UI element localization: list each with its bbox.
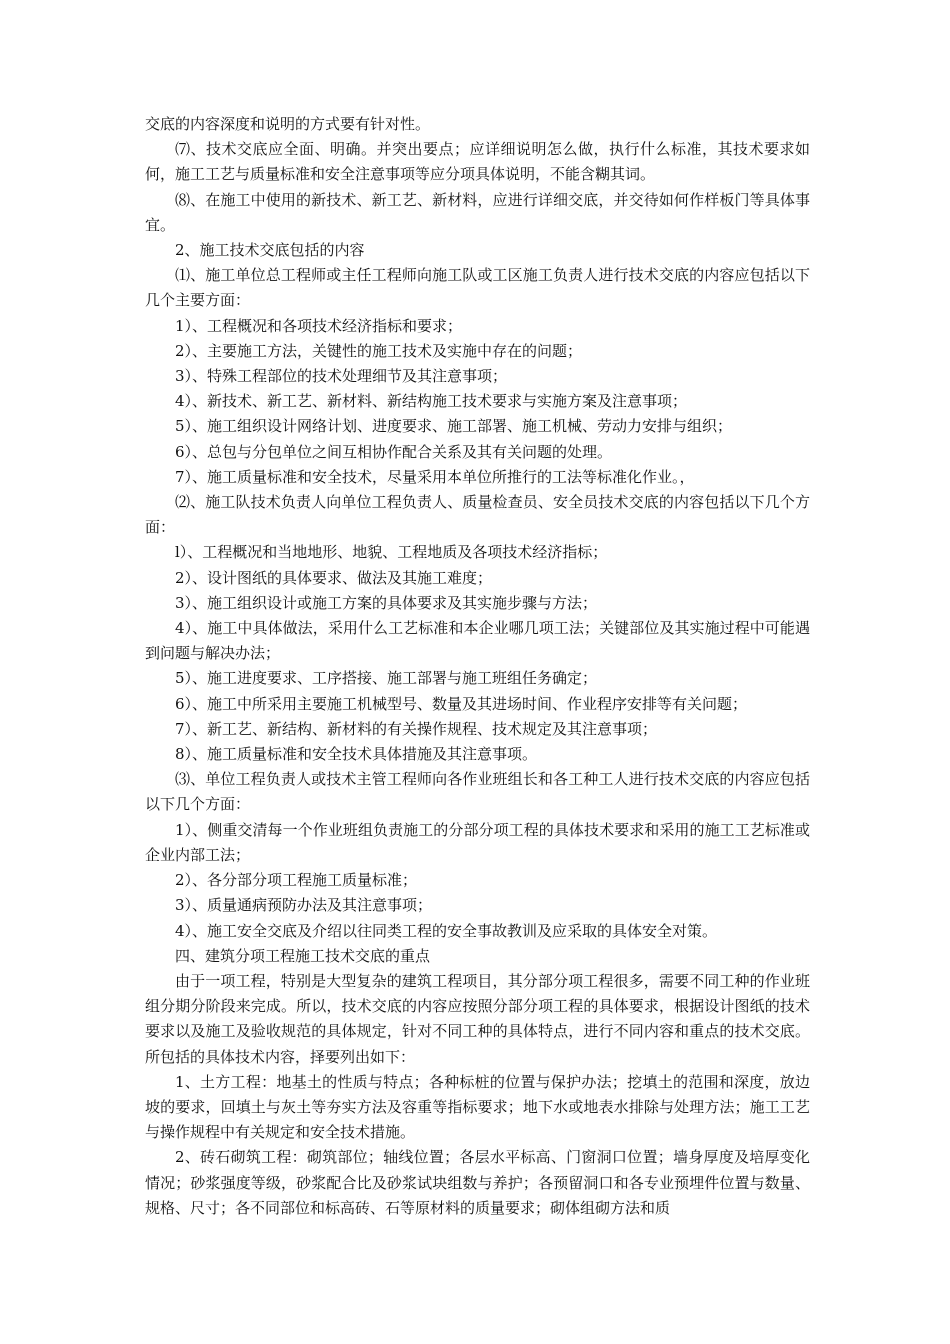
list-item: 3）、施工组织设计或施工方案的具体要求及其实施步骤与方法； (175, 593, 598, 612)
list-item: 3）、特殊工程部位的技术处理细节及其注意事项； (175, 367, 508, 386)
paragraph-5: ⑴、施工单位总工程师或主任工程师向施工队或工区施工负责人进行技术交底的内容应包括以下几个主要方面： (145, 266, 810, 310)
list-item: 4）、施工安全交底及介绍以往同类工程的安全事故教训及应采取的具体安全对策。 (175, 921, 718, 940)
list-item: 6）、总包与分包单位之间互相协作配合关系及其有关问题的处理。 (175, 442, 613, 461)
list-item: 4）、施工中具体做法，采用什么工艺标准和本企业哪几项工法；关键部位及其实施过程中可能遇到问题与解决办法； (145, 619, 810, 663)
list-item: 2）、各分部分项工程施工质量标准； (175, 871, 418, 890)
list-item: 2）、设计图纸的具体要求、做法及其施工难度； (175, 568, 493, 587)
paragraph-1: 交底的内容深度和说明的方式要有针对性。 (145, 115, 431, 133)
list-item: 7）、施工质量标准和安全技术，尽量采用本单位所推行的工法等标准化作业。， (175, 467, 695, 486)
list-item: 2）、主要施工方法，关键性的施工技术及实施中存在的问题； (175, 341, 583, 360)
paragraph-3: ⑻、在施工中使用的新技术、新工艺、新材料，应进行详细交底，并交待如何作样板门等具体事宜。 (145, 190, 810, 234)
list-item: 3）、质量通病预防办法及其注意事项； (175, 896, 433, 915)
list-item: 8）、施工质量标准和安全技术具体措施及其注意事项。 (175, 745, 538, 764)
section-heading-2: 2、施工技术交底包括的内容 (175, 241, 365, 260)
list-item: 1）、侧重交清每一个作业班组负责施工的分部分项工程的具体技术要求和采用的施工工艺标准或企业内部工法； (145, 820, 810, 864)
paragraph-masonry: 2、砖石砌筑工程：砌筑部位；轴线位置；各层水平标高、门窗洞口位置；墙身厚度及培厚变化情况；砂浆强度等级，砂浆配合比及砂浆试块组数与养护；各预留洞口和各专业预埋件位置与数量、规格、尺寸；各不同部位和标高砖、石等原材料的质量要求；砌体组砌方法和质 (145, 1148, 810, 1217)
list-item: 1）、工程概况和各项技术经济指标和要求； (175, 316, 463, 335)
list-item: 7）、新工艺、新结构、新材料的有关操作规程、技术规定及其注意事项； (175, 719, 658, 738)
list-item: 6）、施工中所采用主要施工机械型号、数量及其进场时间、作业程序安排等有关问题； (175, 694, 748, 713)
paragraph-28: 由于一项工程，特别是大型复杂的建筑工程项目，其分部分项工程很多，需要不同工种的作业班组分期分阶段来完成。所以，技术交底的内容应按照分部分项工程的具体要求，根据设计图纸的技术要求以及施工及验收规范的具体规定，针对不同工种的具体特点，进行不同内容和重点的技术交底。所包括的具体技术内容，择要列出如下： (145, 971, 810, 1066)
list-item: 5）、施工组织设计网络计划、进度要求、施工部署、施工机械、劳动力安排与组织； (175, 417, 733, 436)
section-heading-4: 四、建筑分项工程施工技术交底的重点 (175, 946, 431, 965)
list-item: 5）、施工进度要求、工序搭接、施工部署与施工班组任务确定； (175, 669, 598, 688)
paragraph-earthwork: 1、土方工程：地基土的性质与特点；各种标桩的位置与保护办法；挖填土的范围和深度，放边坡的要求，回填土与灰土等夯实方法及容重等指标要求；地下水或地表水排除与处理方法；施工工艺与操作规程中有关规定和安全技术措施。 (145, 1072, 810, 1142)
document-body (145, 112, 810, 1221)
list-item: l）、工程概况和当地地形、地貌、工程地质及各项技术经济指标； (175, 543, 608, 562)
paragraph-13: ⑵、施工队技术负责人向单位工程负责人、质量检查员、安全员技术交底的内容包括以下几个方面： (145, 493, 810, 537)
paragraph-2: ⑺、技术交底应全面、明确。并突出要点；应详细说明怎么做，执行什么标准，其技术要求如何，施工工艺与质量标准和安全注意事项等应分项具体说明，不能含糊其词。 (145, 140, 810, 184)
paragraph-22: ⑶、单位工程负责人或技术主管工程师向各作业班组长和各工种工人进行技术交底的内容应包括以下几个方面： (145, 770, 810, 814)
list-item: 4）、新技术、新工艺、新材料、新结构施工技术要求与实施方案及注意事项； (175, 392, 688, 411)
